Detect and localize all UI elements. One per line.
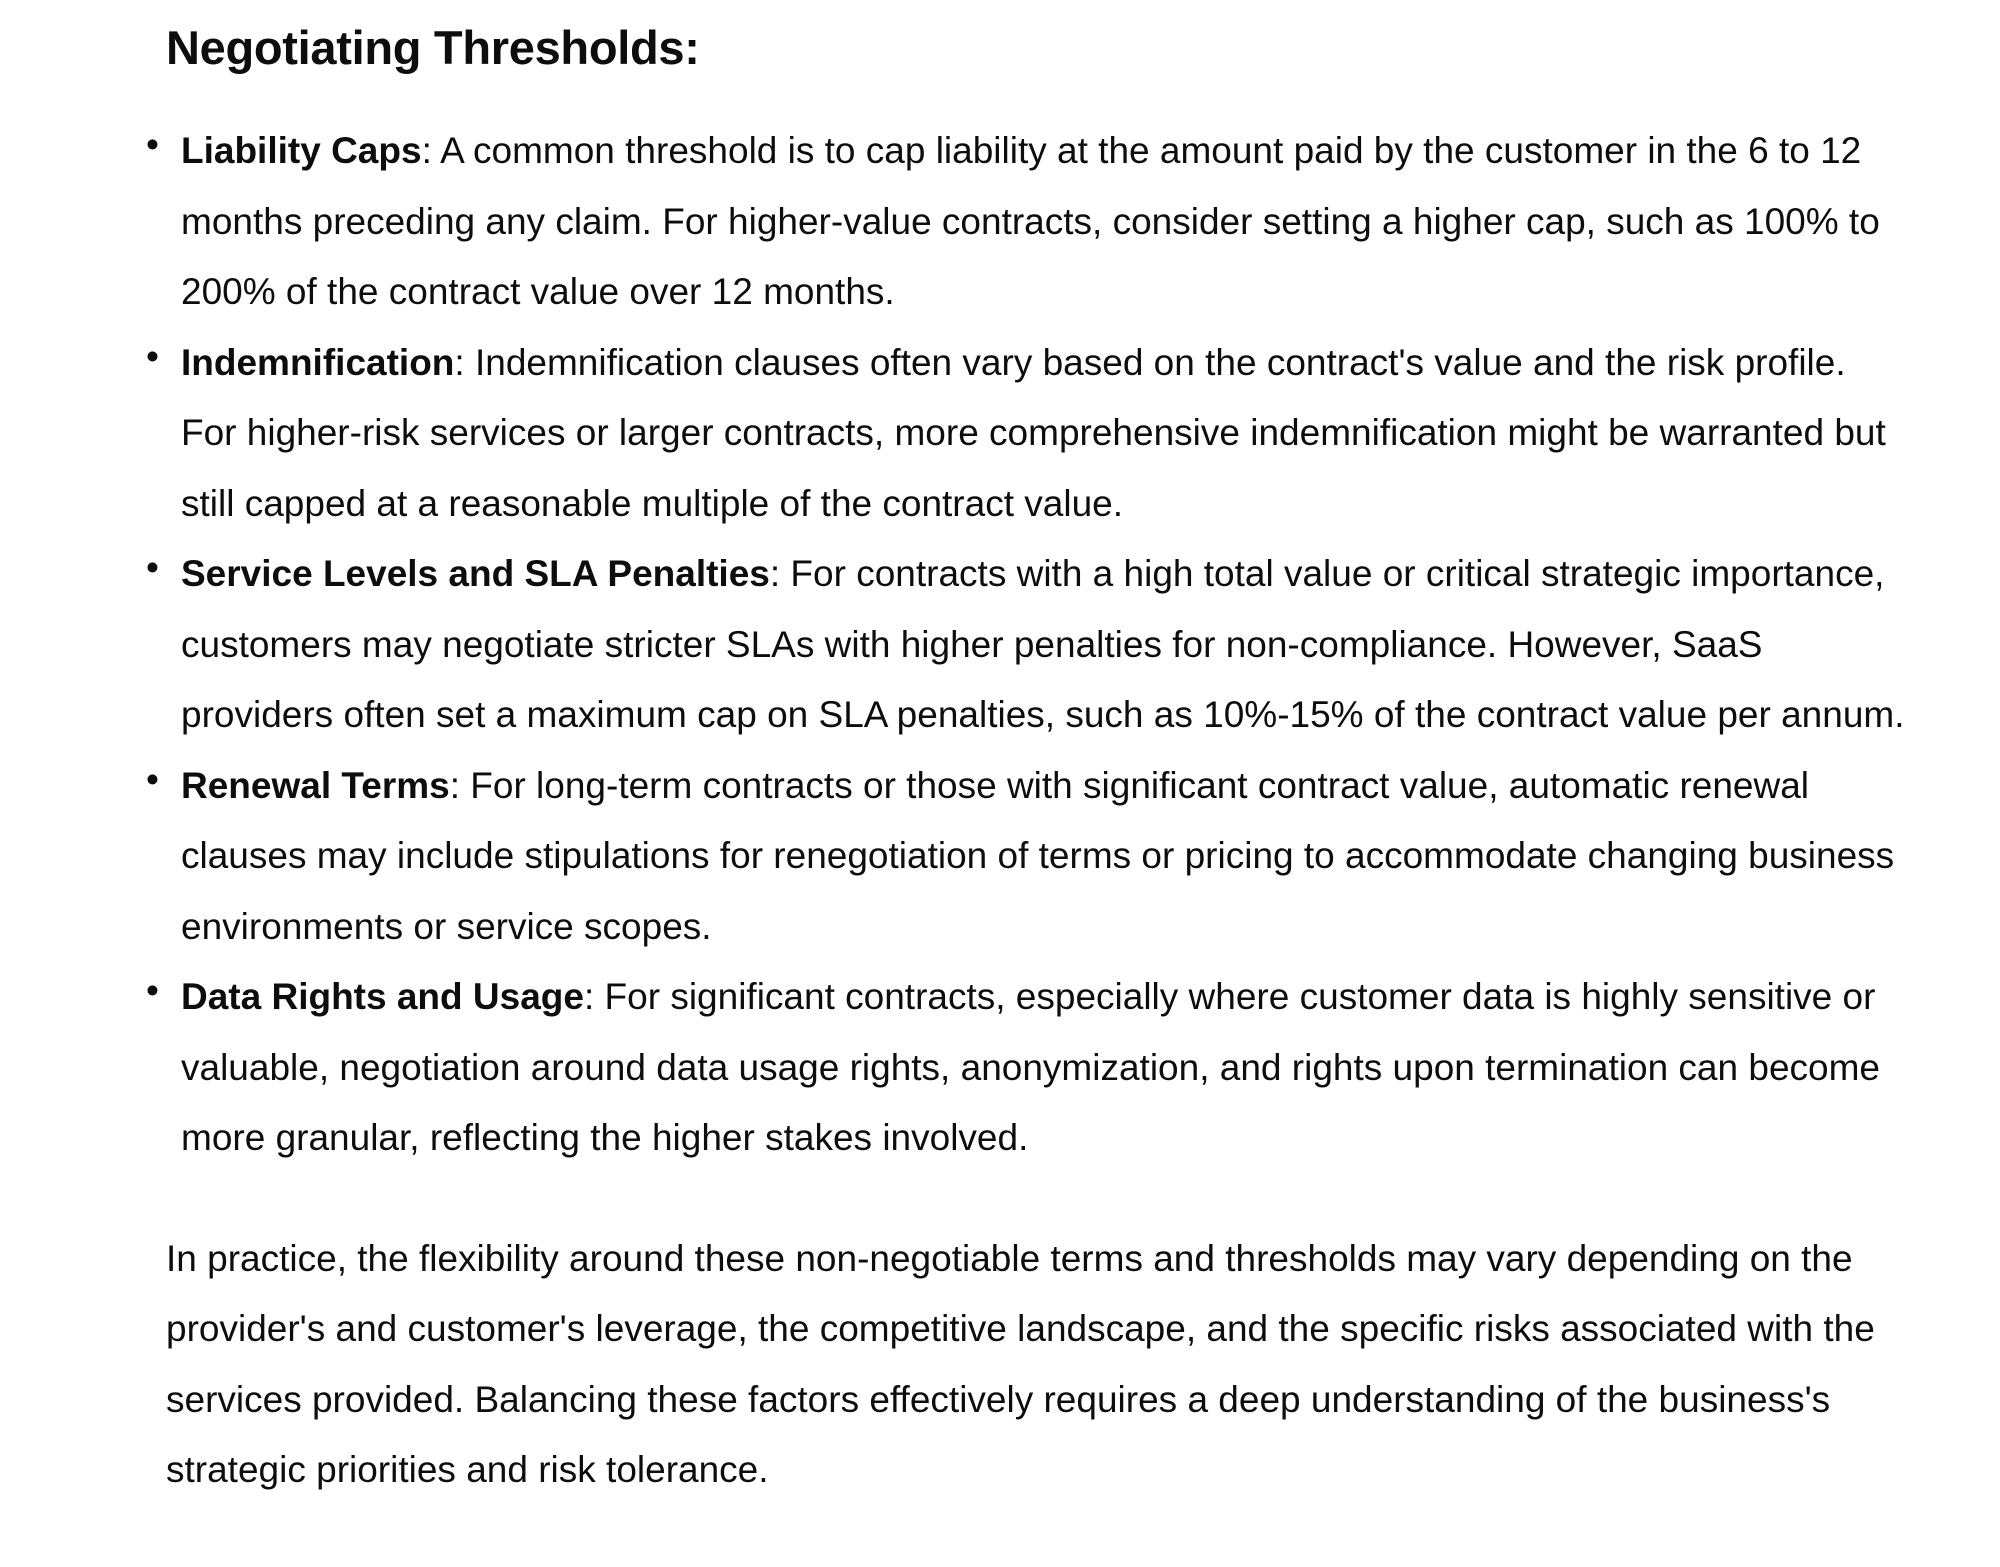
item-term: Service Levels and SLA Penalties: [181, 553, 770, 594]
item-term: Renewal Terms: [181, 764, 450, 806]
bullet-icon: •: [146, 335, 159, 377]
bullet-icon: •: [146, 547, 159, 588]
item-term: Indemnification: [181, 341, 455, 383]
item-term: Data Rights and Usage: [181, 976, 584, 1017]
document-body: [146, 18, 1906, 1506]
list-item-sla-penalties: [146, 539, 1906, 751]
item-text: : For long-term contracts or those with significant contract value, automatic renewal clauses may include stipulations for renegotiation of terms or pricing to accommodate changing business environments or service scopes.: [181, 764, 1895, 947]
list-item-data-rights: [146, 962, 1906, 1174]
bullet-icon: •: [146, 758, 159, 800]
list-item-liability-caps: [146, 116, 1906, 328]
bullet-icon: •: [146, 124, 159, 165]
bullet-icon: •: [146, 970, 159, 1011]
list-item-indemnification: [146, 328, 1906, 540]
section-heading: Negotiating Thresholds:: [166, 21, 700, 74]
item-text: : For significant contracts, especially where customer data is highly sensitive or valuable, negotiation around data usage rights, anonymization, and rights upon termination can become more granular, reflecting the higher stakes involved.: [181, 976, 1881, 1158]
item-text: : For contracts with a high total value or critical strategic importance, customers may negotiate stricter SLAs with higher penalties for non-compliance. However, SaaS providers often set a maximum cap on SLA penalties, such as 10%-15% of the contract value per annum.: [181, 553, 1905, 735]
closing-paragraph: In practice, the flexibility around these non-negotiable terms and thresholds may vary depending on the provider's and customer's leverage, the competitive landscape, and the specific risks associated with the services provided. Balancing these factors effectively requires a deep understanding of the business's strategic priorities and risk tolerance.: [166, 1237, 1875, 1490]
list-item-renewal-terms: [146, 751, 1906, 963]
threshold-list: [146, 116, 1906, 1174]
item-text: : A common threshold is to cap liability at the amount paid by the customer in the 6 to 12 months preceding any claim. For higher-value contracts, consider setting a higher cap, such as 100% to 200% of the contract value over 12 months.: [181, 130, 1880, 312]
item-text: : Indemnification clauses often vary based on the contract's value and the risk profile. For higher-risk services or larger contracts, more comprehensive indemnification might be warranted but still capped at a reasonable multiple of the contract value.: [181, 341, 1886, 524]
item-term: Liability Caps: [181, 130, 422, 171]
